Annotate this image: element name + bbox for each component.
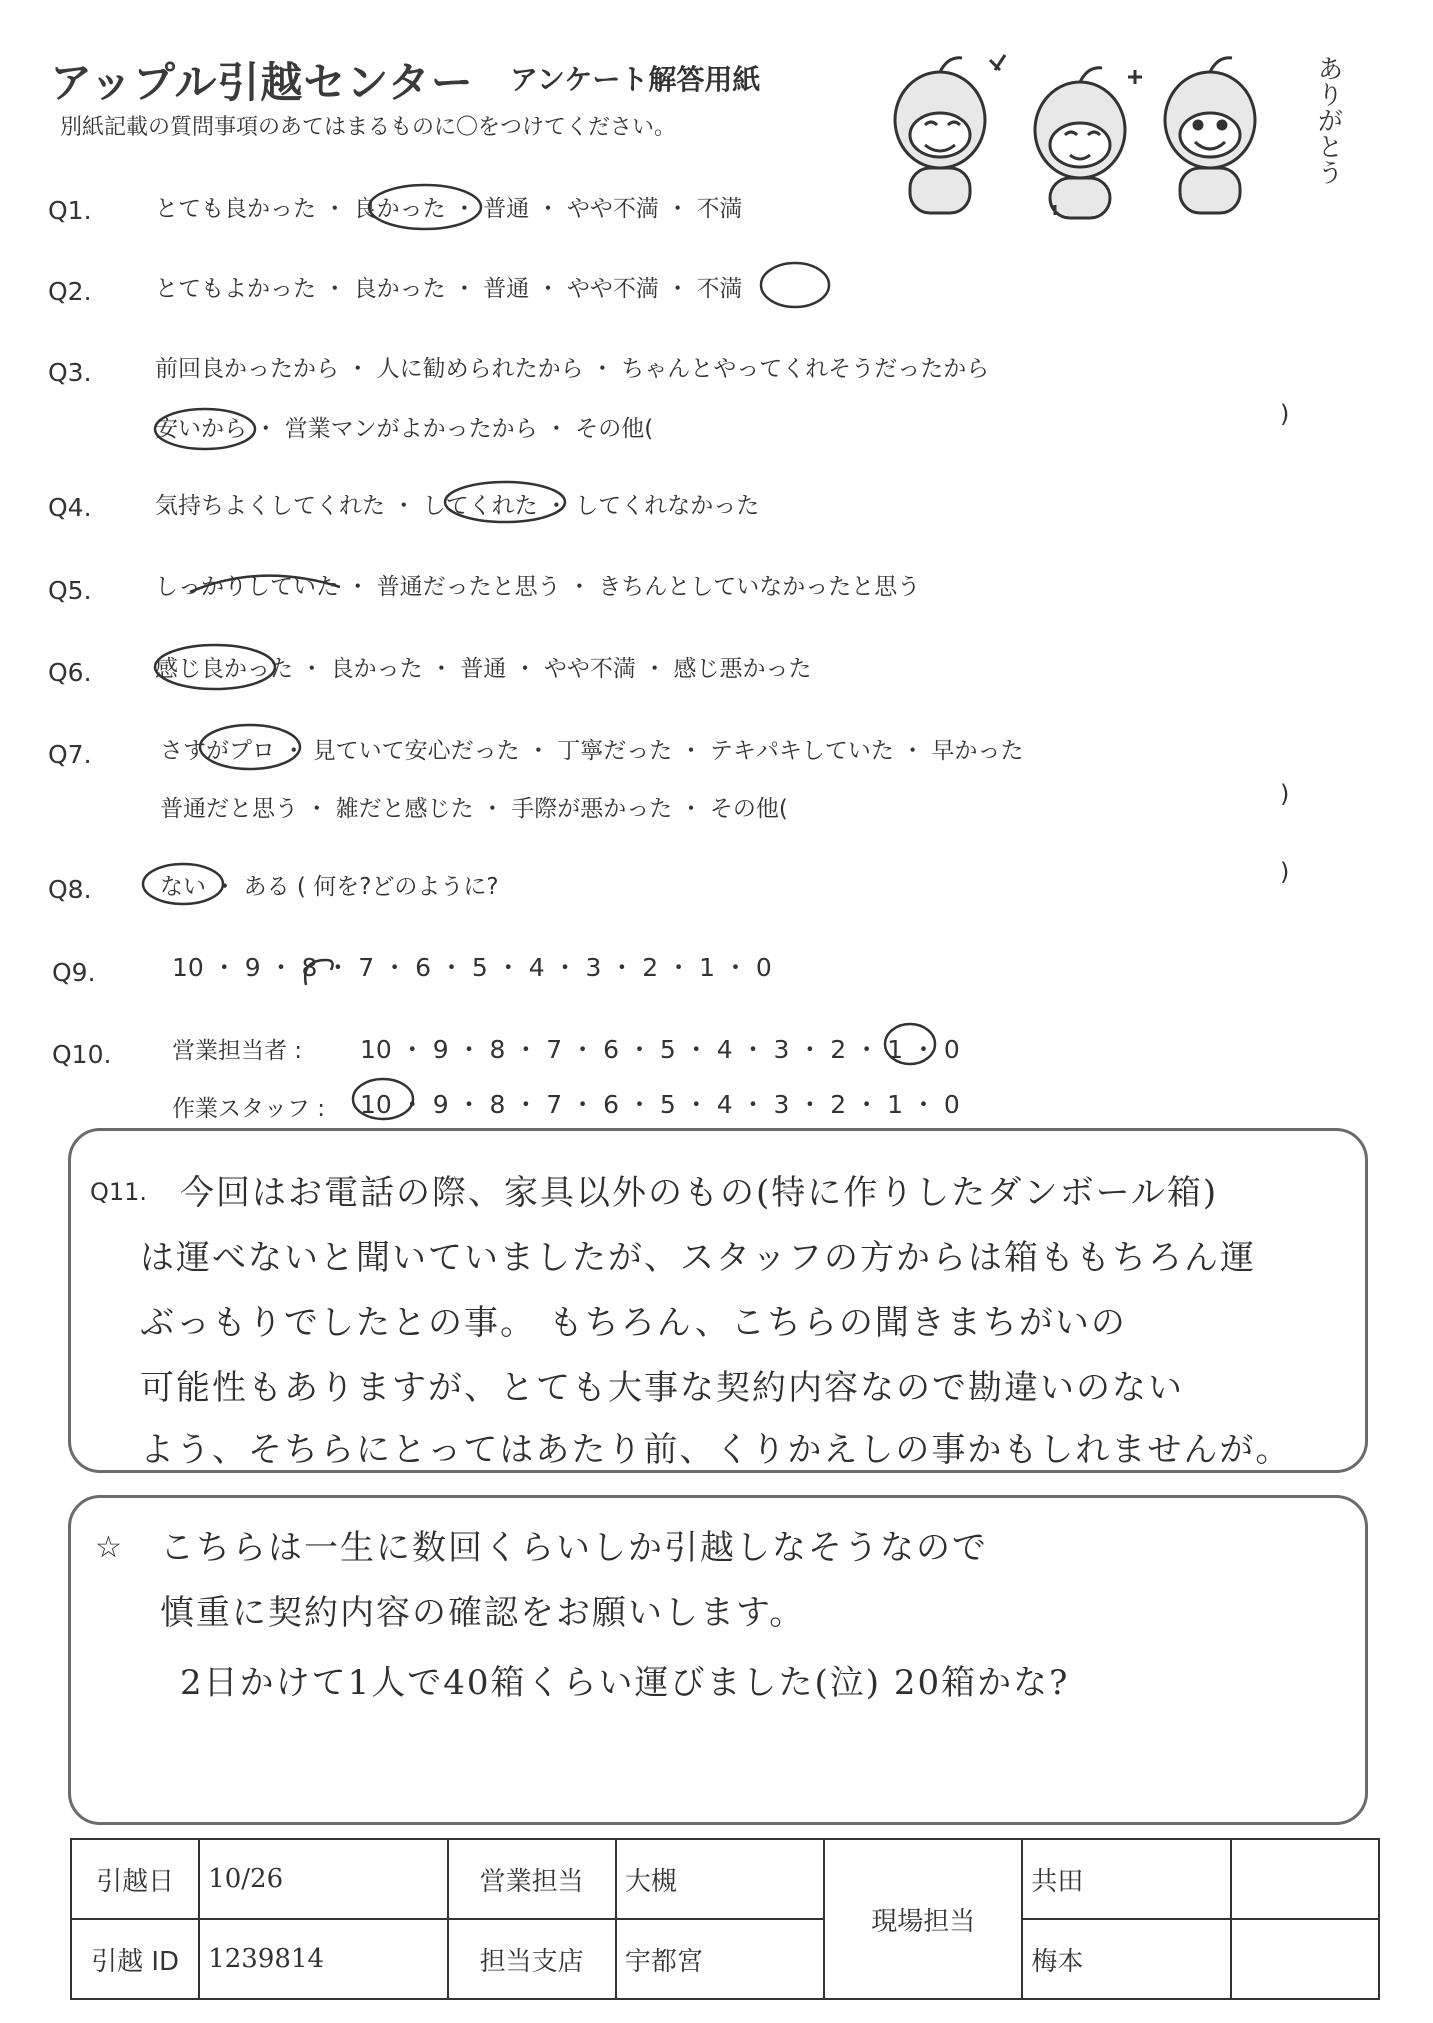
- q2-answer-circle: [755, 258, 835, 313]
- q2-options: とてもよかった ・ 良かった ・ 普通 ・ やや不満 ・ 不満: [155, 276, 743, 302]
- q7-label: Q7.: [48, 740, 92, 769]
- sales-rep-label: 営業担当: [448, 1839, 616, 1919]
- q6-answer-circle: [150, 640, 280, 695]
- q11-comment-line-5: よう、そちらにとってはあたり前、くりかえしの事かもしれませんが。: [140, 1430, 1292, 1470]
- q11-comment-line-4: 可能性もありますが、とても大事な契約内容なので勘違いのない: [140, 1368, 1184, 1408]
- move-id-label: 引越 ID: [71, 1919, 199, 1999]
- q5-answer-circle: [185, 562, 345, 612]
- branch-value: 宇都宮: [616, 1919, 824, 1999]
- move-id-value: 1239814: [199, 1919, 447, 1999]
- q10-label: Q10.: [52, 1040, 112, 1069]
- q3-answer-circle: [150, 405, 260, 455]
- q4-label: Q4.: [48, 493, 92, 522]
- q9-answer-mark: [296, 945, 346, 995]
- q7-options-line1: さすがプロ ・ 見ていて安心だった ・ 丁寧だった ・ テキパキしていた ・ 早かった: [160, 738, 1024, 764]
- q4-options: 気持ちよくしてくれた ・ してくれた ・ してくれなかった: [155, 493, 760, 519]
- extra-comment-line-2: 慎重に契約内容の確認をお願いします。: [160, 1593, 806, 1633]
- q2-label: Q2.: [48, 277, 92, 306]
- q11-comment-line-2: は運べないと聞いていましたが、スタッフの方からは箱ももちろん運: [140, 1238, 1256, 1278]
- move-info-table: [70, 1838, 1380, 2000]
- extra-comment-line-3: 2日かけて1人で40箱くらい運びました(泣) 20箱かな?: [180, 1663, 1070, 1703]
- q3-options-line2: 安いから ・ 営業マンがよかったから ・ その他(: [155, 416, 654, 442]
- q5-label: Q5.: [48, 576, 92, 605]
- branch-label: 担当支店: [448, 1919, 616, 1999]
- instruction-text: 別紙記載の質問事項のあてはまるものに〇をつけてください。: [60, 115, 677, 140]
- q7-options-line2: 普通だと思う ・ 雑だと感じた ・ 手際が悪かった ・ その他(: [160, 796, 788, 822]
- q10-sales-answer-circle: [880, 1020, 940, 1070]
- q4-answer-circle: [440, 478, 570, 528]
- q10-sales-label: 営業担当者 :: [172, 1038, 303, 1064]
- q8-close-paren: ): [1280, 858, 1290, 886]
- site-staff-value-1: 共田: [1022, 1839, 1230, 1919]
- q9-scale: 10 ・ 9 ・ 8 ・ 7 ・ 6 ・ 5 ・ 4 ・ 3 ・ 2 ・ 1 ・ 0: [172, 953, 772, 982]
- q8-options: ない ・ ある ( 何を?どのように?: [160, 874, 499, 900]
- q7-answer-circle: [195, 720, 305, 775]
- q3-options-line1: 前回良かったから ・ 人に勧められたから ・ ちゃんとやってくれそうだったから: [155, 356, 990, 382]
- q10-sales-scale: 10 ・ 9 ・ 8 ・ 7 ・ 6 ・ 5 ・ 4 ・ 3 ・ 2 ・ 1 ・ 0: [360, 1035, 960, 1064]
- q7-close-paren: ): [1280, 780, 1290, 808]
- move-date-label: 引越日: [71, 1839, 199, 1919]
- extra-comment-line-1: こちらは一生に数回くらいしか引越しなそうなので: [160, 1528, 988, 1568]
- q10-staff-answer-circle: [348, 1075, 418, 1125]
- q1-answer-circle: [365, 180, 485, 235]
- site-staff-value-2: 梅本: [1022, 1919, 1230, 1999]
- q3-label: Q3.: [48, 358, 92, 387]
- q1-label: Q1.: [48, 196, 92, 225]
- form-title: アップル引越センター: [50, 58, 474, 107]
- q11-comment-line-1: 今回はお電話の際、家具以外のもの(特に作りしたダンボール箱): [180, 1173, 1219, 1213]
- mascot-illustration: [870, 40, 1310, 230]
- q3-close-paren: ): [1280, 400, 1290, 428]
- sales-rep-value: 大槻: [616, 1839, 824, 1919]
- empty-cell-1: [1231, 1839, 1379, 1919]
- move-date-value: 10/26: [199, 1839, 447, 1919]
- q8-label: Q8.: [48, 875, 92, 904]
- q11-comment-line-3: ぶっもりでしたとの事。 もちろん、こちらの聞きまちがいの: [140, 1303, 1127, 1343]
- empty-cell-2: [1231, 1919, 1379, 1999]
- thanks-text: ありがとう: [1313, 55, 1343, 185]
- q9-label: Q9.: [52, 958, 96, 987]
- q8-answer-circle: [138, 860, 228, 910]
- q11-label: Q11.: [90, 1178, 148, 1206]
- q5-options: しっかりしていた ・ 普通だったと思う ・ きちんとしていなかったと思う: [155, 574, 921, 600]
- q10-staff-label: 作業スタッフ :: [172, 1096, 326, 1122]
- q6-label: Q6.: [48, 658, 92, 687]
- site-staff-label: 現場担当: [824, 1839, 1022, 1999]
- q10-staff-scale: 10 ・ 9 ・ 8 ・ 7 ・ 6 ・ 5 ・ 4 ・ 3 ・ 2 ・ 1 ・ 0: [360, 1090, 960, 1119]
- form-subtitle: アンケート解答用紙: [510, 63, 761, 96]
- q6-options: 感じ良かった ・ 良かった ・ 普通 ・ やや不満 ・ 感じ悪かった: [155, 656, 812, 682]
- star-mark: ☆: [95, 1530, 122, 1565]
- q1-options: とても良かった ・ 良かった ・ 普通 ・ やや不満 ・ 不満: [155, 196, 743, 222]
